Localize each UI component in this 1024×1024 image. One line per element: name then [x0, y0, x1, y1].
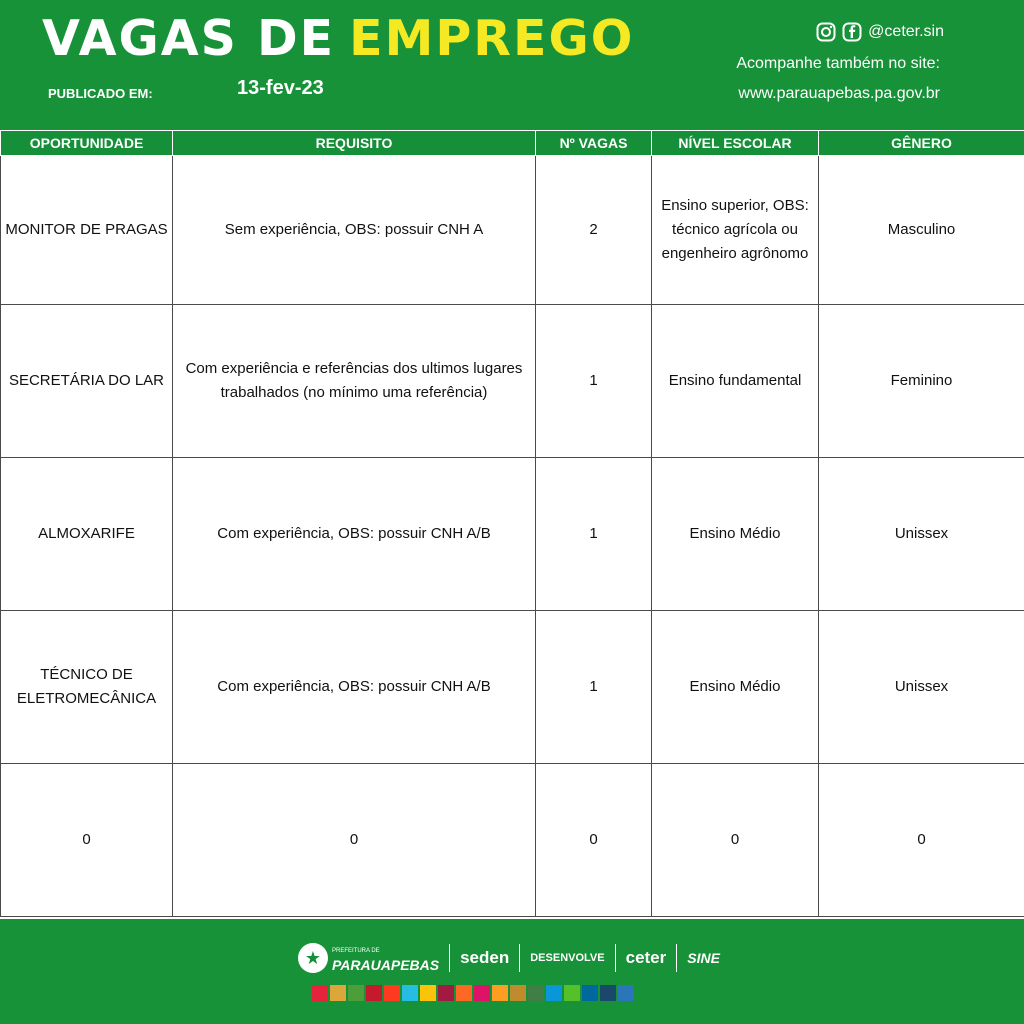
desenvolve-logo: DESENVOLVE — [530, 952, 605, 964]
jobs-table-container — [0, 130, 1024, 919]
table-header-row — [1, 131, 1024, 156]
cell-nivel-escolar: Ensino Médio — [652, 611, 819, 764]
prefeitura-logo — [298, 943, 439, 973]
cell-vagas: 2 — [536, 156, 652, 305]
cell-genero: 0 — [819, 764, 1024, 917]
ods-badge-icon — [402, 985, 418, 1001]
prefeitura-name: PARAUAPEBAS — [332, 957, 440, 973]
ods-badge-icon — [564, 985, 580, 1001]
footer-banner — [0, 919, 1024, 1024]
cell-genero: Feminino — [819, 305, 1024, 458]
ods-badge-icon — [348, 985, 364, 1001]
ods-badge-icon — [420, 985, 436, 1001]
cell-oportunidade: TÉCNICO DE ELETROMECÂNICA — [1, 611, 173, 764]
cell-nivel-escolar: Ensino superior, OBS: técnico agrícola ou engenheiro agrônomo — [652, 156, 819, 305]
cell-requisito: Com experiência, OBS: possuir CNH A/B — [173, 458, 536, 611]
header-genero: GÊNERO — [819, 131, 1024, 156]
published-date: 13-fev-23 — [237, 77, 324, 99]
cell-oportunidade: SECRETÁRIA DO LAR — [1, 305, 173, 458]
cell-vagas: 1 — [536, 305, 652, 458]
header-banner — [0, 0, 1024, 130]
table-row — [1, 156, 1024, 305]
table-row — [1, 305, 1024, 458]
ods-badge-icon — [618, 985, 634, 1001]
seden-logo: seden — [460, 948, 510, 967]
header-nivel-escolar: NÍVEL ESCOLAR — [652, 131, 819, 156]
social-handle[interactable]: @ceter.sin — [868, 23, 944, 40]
ods-badge-icon — [492, 985, 508, 1001]
instagram-icon[interactable] — [816, 22, 836, 42]
table-row — [1, 458, 1024, 611]
ods-badge-icon — [510, 985, 526, 1001]
prefeitura-sub: PREFEITURA DE — [332, 948, 380, 954]
star-icon: ★ — [298, 943, 328, 973]
jobs-table — [0, 130, 1024, 917]
cell-genero: Unissex — [819, 611, 1024, 764]
ods-badge-icon — [456, 985, 472, 1001]
cell-oportunidade: MONITOR DE PRAGAS — [1, 156, 173, 305]
cell-nivel-escolar: 0 — [652, 764, 819, 917]
cell-oportunidade: 0 — [1, 764, 173, 917]
header-requisito: REQUISITO — [173, 131, 536, 156]
ods-badge-icon — [528, 985, 544, 1001]
site-label: Acompanhe também no site: — [736, 55, 940, 72]
logo-divider — [519, 944, 520, 972]
partner-logos — [298, 943, 720, 973]
header-oportunidade: OPORTUNIDADE — [1, 131, 173, 156]
ods-badge-icon — [366, 985, 382, 1001]
table-row — [1, 611, 1024, 764]
ods-badge-icon — [600, 985, 616, 1001]
cell-nivel-escolar: Ensino fundamental — [652, 305, 819, 458]
facebook-icon[interactable] — [842, 22, 862, 42]
table-row — [1, 764, 1024, 917]
cell-vagas: 1 — [536, 611, 652, 764]
social-links — [816, 22, 944, 42]
cell-requisito: Com experiência, OBS: possuir CNH A/B — [173, 611, 536, 764]
cell-vagas: 1 — [536, 458, 652, 611]
cell-genero: Unissex — [819, 458, 1024, 611]
cell-requisito: Com experiência e referências dos ultimos lugares trabalhados (no mínimo uma referência) — [173, 305, 536, 458]
ods-badge-icon — [582, 985, 598, 1001]
logo-divider — [615, 944, 616, 972]
ods-badges — [312, 985, 634, 1001]
page-title — [42, 8, 634, 70]
cell-nivel-escolar: Ensino Médio — [652, 458, 819, 611]
cell-vagas: 0 — [536, 764, 652, 917]
cell-requisito: 0 — [173, 764, 536, 917]
ods-badge-icon — [438, 985, 454, 1001]
header-vagas: Nº VAGAS — [536, 131, 652, 156]
site-url[interactable]: www.parauapebas.pa.gov.br — [738, 85, 940, 102]
cell-genero: Masculino — [819, 156, 1024, 305]
ods-badge-icon — [330, 985, 346, 1001]
ceter-logo: ceter — [625, 948, 667, 967]
published-label: PUBLICADO EM: — [48, 86, 153, 101]
logo-divider — [449, 944, 450, 972]
sine-logo: SINE — [687, 950, 720, 966]
cell-requisito: Sem experiência, OBS: possuir CNH A — [173, 156, 536, 305]
ods-badge-icon — [474, 985, 490, 1001]
title-yellow: EMPREGO — [349, 10, 635, 67]
ods-badge-icon — [384, 985, 400, 1001]
ods-badge-icon — [546, 985, 562, 1001]
ods-badge-icon — [312, 985, 328, 1001]
cell-oportunidade: ALMOXARIFE — [1, 458, 173, 611]
title-white: VAGAS DE — [42, 10, 336, 67]
logo-divider — [676, 944, 677, 972]
